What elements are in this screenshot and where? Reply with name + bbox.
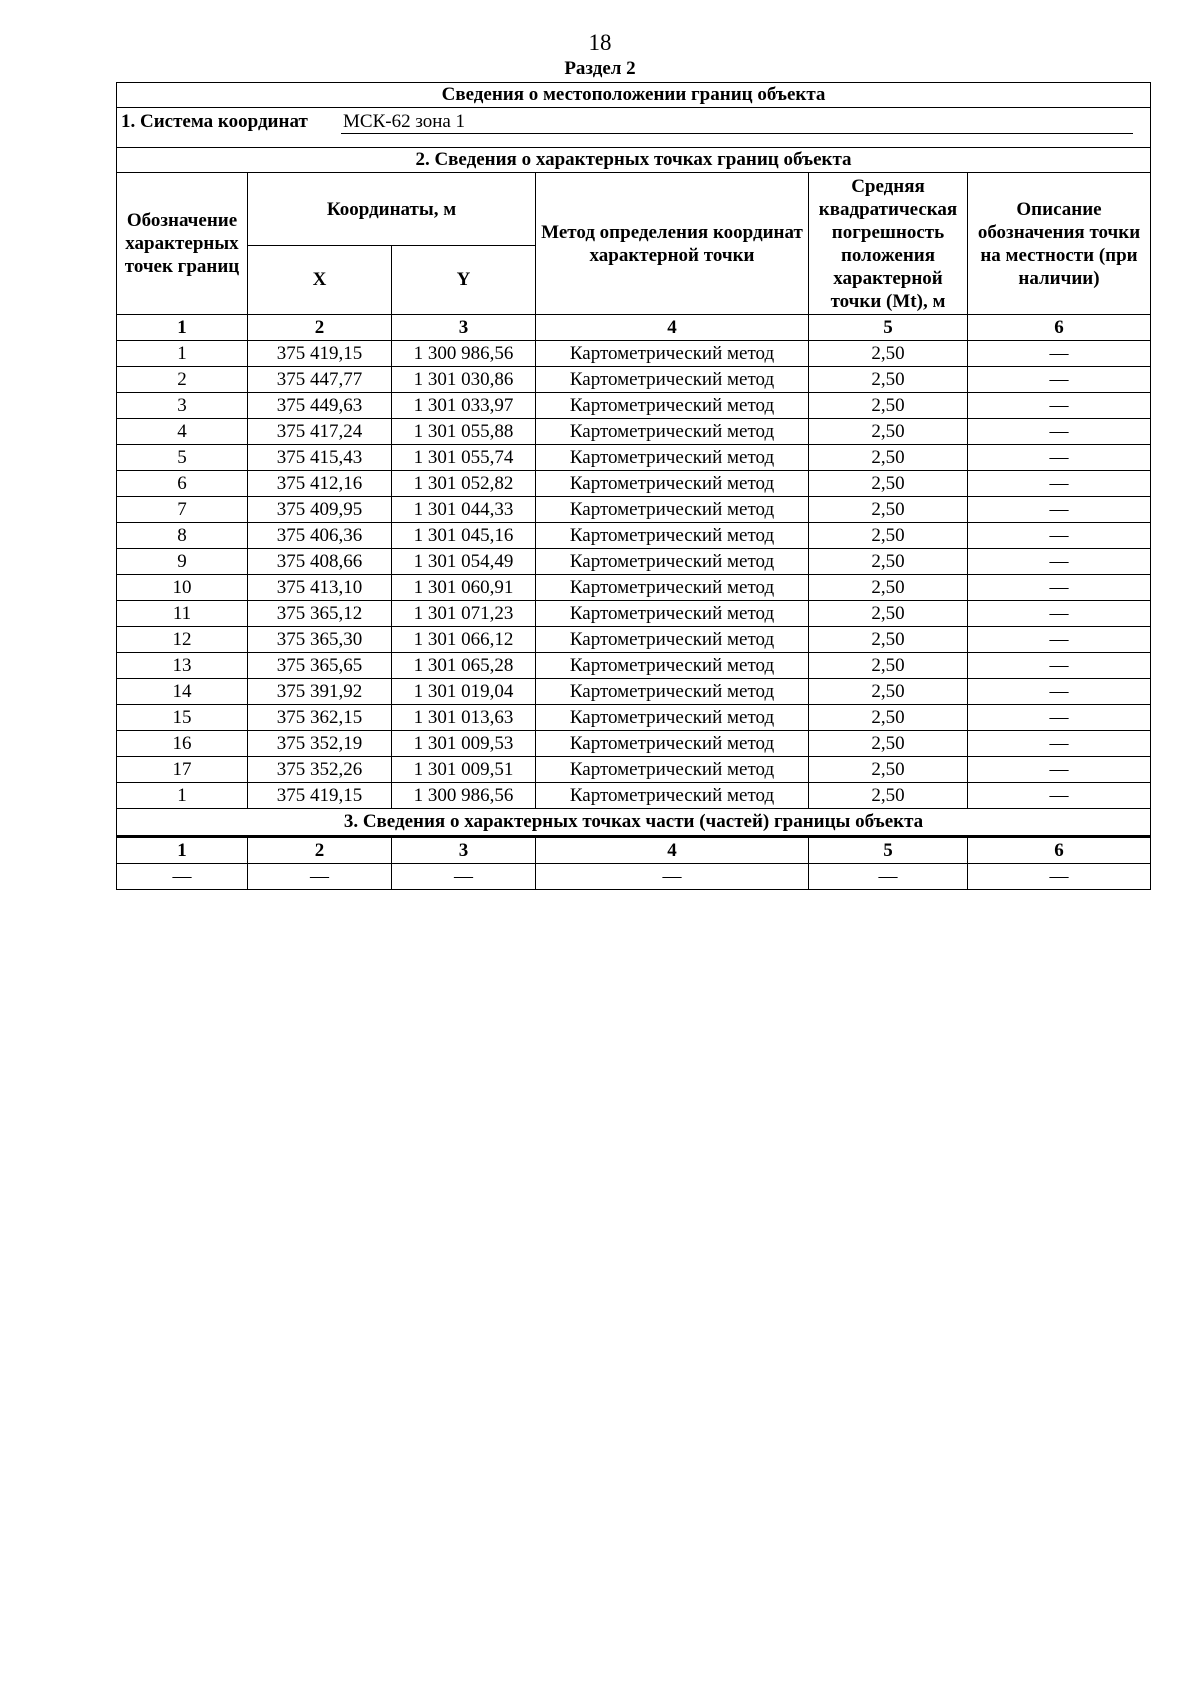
column-number: 3 xyxy=(392,315,536,341)
part3-column-number: 3 xyxy=(392,837,536,864)
method-cell: Картометрический метод xyxy=(536,341,809,367)
x-coordinate-cell: 375 409,95 xyxy=(248,497,392,523)
part2-title: 2. Сведения о характерных точках границ объекта xyxy=(117,148,1151,173)
point-number-cell: 8 xyxy=(117,523,248,549)
method-cell: Картометрический метод xyxy=(536,705,809,731)
error-cell: 2,50 xyxy=(809,627,968,653)
description-cell: — xyxy=(968,523,1151,549)
part3-title: 3. Сведения о характерных точках части (частей) границы объекта xyxy=(117,809,1151,837)
description-cell: — xyxy=(968,341,1151,367)
part3-column-number: 6 xyxy=(968,837,1151,864)
description-cell: — xyxy=(968,575,1151,601)
table-title: Сведения о местоположении границ объекта xyxy=(117,83,1151,108)
y-coordinate-cell: 1 301 065,28 xyxy=(392,653,536,679)
y-coordinate-cell: 1 300 986,56 xyxy=(392,783,536,809)
part3-cell: — xyxy=(248,864,392,890)
y-coordinate-cell: 1 301 044,33 xyxy=(392,497,536,523)
method-cell: Картометрический метод xyxy=(536,653,809,679)
table-row xyxy=(117,367,1151,393)
part3-row xyxy=(117,864,1151,890)
table-row xyxy=(117,679,1151,705)
column-number: 1 xyxy=(117,315,248,341)
method-cell: Картометрический метод xyxy=(536,627,809,653)
point-number-cell: 15 xyxy=(117,705,248,731)
error-cell: 2,50 xyxy=(809,549,968,575)
point-number-cell: 3 xyxy=(117,393,248,419)
page-number: 18 xyxy=(588,30,612,55)
y-coordinate-cell: 1 301 009,53 xyxy=(392,731,536,757)
part3-cell: — xyxy=(117,864,248,890)
x-coordinate-cell: 375 408,66 xyxy=(248,549,392,575)
error-cell: 2,50 xyxy=(809,523,968,549)
point-number-cell: 7 xyxy=(117,497,248,523)
x-coordinate-cell: 375 365,12 xyxy=(248,601,392,627)
description-cell: — xyxy=(968,445,1151,471)
method-cell: Картометрический метод xyxy=(536,523,809,549)
point-number-cell: 16 xyxy=(117,731,248,757)
coordinate-system-row xyxy=(117,108,1151,148)
x-coordinate-cell: 375 391,92 xyxy=(248,679,392,705)
y-coordinate-cell: 1 301 009,51 xyxy=(392,757,536,783)
part3-cell: — xyxy=(392,864,536,890)
x-coordinate-cell: 375 415,43 xyxy=(248,445,392,471)
part3-column-number: 4 xyxy=(536,837,809,864)
method-cell: Картометрический метод xyxy=(536,679,809,705)
part3-column-number: 1 xyxy=(117,837,248,864)
table-row xyxy=(117,393,1151,419)
method-cell: Картометрический метод xyxy=(536,367,809,393)
y-coordinate-cell: 1 300 986,56 xyxy=(392,341,536,367)
part3-cell: — xyxy=(809,864,968,890)
point-number-cell: 17 xyxy=(117,757,248,783)
method-cell: Картометрический метод xyxy=(536,575,809,601)
x-coordinate-cell: 375 352,26 xyxy=(248,757,392,783)
boundary-table xyxy=(116,82,1151,890)
error-cell: 2,50 xyxy=(809,393,968,419)
description-cell: — xyxy=(968,679,1151,705)
x-coordinate-cell: 375 362,15 xyxy=(248,705,392,731)
x-coordinate-cell: 375 449,63 xyxy=(248,393,392,419)
description-cell: — xyxy=(968,783,1151,809)
x-coordinate-cell: 375 419,15 xyxy=(248,783,392,809)
header-y: Y xyxy=(392,246,536,315)
y-coordinate-cell: 1 301 045,16 xyxy=(392,523,536,549)
error-cell: 2,50 xyxy=(809,341,968,367)
coordinate-system-value: МСК-62 зона 1 xyxy=(341,111,1133,134)
point-number-cell: 6 xyxy=(117,471,248,497)
method-cell: Картометрический метод xyxy=(536,419,809,445)
section-title: Раздел 2 xyxy=(564,58,636,79)
table-row xyxy=(117,341,1151,367)
point-number-cell: 1 xyxy=(117,783,248,809)
description-cell: — xyxy=(968,705,1151,731)
header-method: Метод определения координат характерной точки xyxy=(536,173,809,315)
table-row xyxy=(117,601,1151,627)
description-cell: — xyxy=(968,393,1151,419)
point-number-cell: 13 xyxy=(117,653,248,679)
error-cell: 2,50 xyxy=(809,653,968,679)
part3-column-number: 2 xyxy=(248,837,392,864)
x-coordinate-cell: 375 412,16 xyxy=(248,471,392,497)
part3-cell: — xyxy=(536,864,809,890)
point-number-cell: 11 xyxy=(117,601,248,627)
column-number: 5 xyxy=(809,315,968,341)
part3-cell: — xyxy=(968,864,1151,890)
point-number-cell: 9 xyxy=(117,549,248,575)
table-row xyxy=(117,549,1151,575)
point-number-cell: 5 xyxy=(117,445,248,471)
method-cell: Картометрический метод xyxy=(536,471,809,497)
table-row xyxy=(117,757,1151,783)
error-cell: 2,50 xyxy=(809,367,968,393)
method-cell: Картометрический метод xyxy=(536,783,809,809)
y-coordinate-cell: 1 301 030,86 xyxy=(392,367,536,393)
y-coordinate-cell: 1 301 052,82 xyxy=(392,471,536,497)
x-coordinate-cell: 375 417,24 xyxy=(248,419,392,445)
y-coordinate-cell: 1 301 013,63 xyxy=(392,705,536,731)
y-coordinate-cell: 1 301 066,12 xyxy=(392,627,536,653)
y-coordinate-cell: 1 301 055,88 xyxy=(392,419,536,445)
y-coordinate-cell: 1 301 033,97 xyxy=(392,393,536,419)
x-coordinate-cell: 375 413,10 xyxy=(248,575,392,601)
table-row xyxy=(117,445,1151,471)
x-coordinate-cell: 375 406,36 xyxy=(248,523,392,549)
table-row xyxy=(117,653,1151,679)
table-row xyxy=(117,731,1151,757)
point-number-cell: 14 xyxy=(117,679,248,705)
table-row xyxy=(117,627,1151,653)
error-cell: 2,50 xyxy=(809,471,968,497)
error-cell: 2,50 xyxy=(809,497,968,523)
x-coordinate-cell: 375 419,15 xyxy=(248,341,392,367)
table-row xyxy=(117,705,1151,731)
description-cell: — xyxy=(968,367,1151,393)
error-cell: 2,50 xyxy=(809,419,968,445)
method-cell: Картометрический метод xyxy=(536,393,809,419)
column-number: 2 xyxy=(248,315,392,341)
table-row xyxy=(117,575,1151,601)
y-coordinate-cell: 1 301 071,23 xyxy=(392,601,536,627)
description-cell: — xyxy=(968,601,1151,627)
header-x: X xyxy=(248,246,392,315)
table-row xyxy=(117,419,1151,445)
method-cell: Картометрический метод xyxy=(536,601,809,627)
y-coordinate-cell: 1 301 055,74 xyxy=(392,445,536,471)
point-number-cell: 2 xyxy=(117,367,248,393)
method-cell: Картометрический метод xyxy=(536,445,809,471)
header-description: Описание обозначения точки на местности (при наличии) xyxy=(968,173,1151,315)
description-cell: — xyxy=(968,549,1151,575)
description-cell: — xyxy=(968,731,1151,757)
error-cell: 2,50 xyxy=(809,705,968,731)
column-number: 4 xyxy=(536,315,809,341)
header-coordinates: Координаты, м xyxy=(248,173,536,246)
part3-column-number: 5 xyxy=(809,837,968,864)
table-row xyxy=(117,497,1151,523)
description-cell: — xyxy=(968,419,1151,445)
error-cell: 2,50 xyxy=(809,731,968,757)
x-coordinate-cell: 375 365,30 xyxy=(248,627,392,653)
table-row xyxy=(117,523,1151,549)
description-cell: — xyxy=(968,497,1151,523)
point-number-cell: 4 xyxy=(117,419,248,445)
error-cell: 2,50 xyxy=(809,445,968,471)
point-number-cell: 1 xyxy=(117,341,248,367)
x-coordinate-cell: 375 365,65 xyxy=(248,653,392,679)
description-cell: — xyxy=(968,653,1151,679)
header-error: Средняя квадратическая погрешность положения характерной точки (Mt), м xyxy=(809,173,968,315)
description-cell: — xyxy=(968,627,1151,653)
description-cell: — xyxy=(968,471,1151,497)
error-cell: 2,50 xyxy=(809,783,968,809)
point-number-cell: 12 xyxy=(117,627,248,653)
column-number: 6 xyxy=(968,315,1151,341)
description-cell: — xyxy=(968,757,1151,783)
header-point-designation: Обозначение характерных точек границ xyxy=(117,173,248,315)
error-cell: 2,50 xyxy=(809,757,968,783)
method-cell: Картометрический метод xyxy=(536,757,809,783)
point-number-cell: 10 xyxy=(117,575,248,601)
y-coordinate-cell: 1 301 054,49 xyxy=(392,549,536,575)
error-cell: 2,50 xyxy=(809,679,968,705)
y-coordinate-cell: 1 301 019,04 xyxy=(392,679,536,705)
method-cell: Картометрический метод xyxy=(536,549,809,575)
coordinate-system-label: 1. Система координат xyxy=(121,111,308,132)
x-coordinate-cell: 375 352,19 xyxy=(248,731,392,757)
table-row xyxy=(117,471,1151,497)
table-row xyxy=(117,783,1151,809)
y-coordinate-cell: 1 301 060,91 xyxy=(392,575,536,601)
method-cell: Картометрический метод xyxy=(536,497,809,523)
error-cell: 2,50 xyxy=(809,575,968,601)
x-coordinate-cell: 375 447,77 xyxy=(248,367,392,393)
error-cell: 2,50 xyxy=(809,601,968,627)
method-cell: Картометрический метод xyxy=(536,731,809,757)
